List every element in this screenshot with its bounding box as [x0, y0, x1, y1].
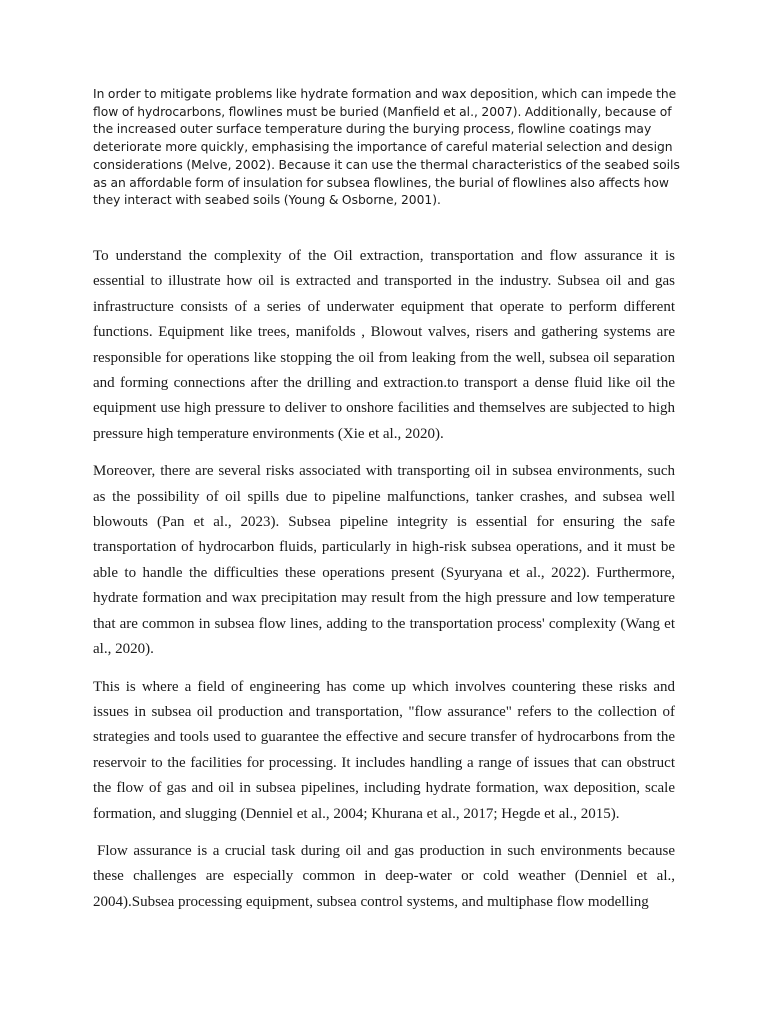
paragraph-flow-assurance-definition: This is where a field of engineering has come up which involves countering these risks and issues in subsea oil production and transportation, "flow assurance" refers to the collection of strategies and tools used to guarantee the effective and secure transfer of hydrocarbons from the reservoir to the facilities for processing. It includes handling a range of issues that can obstruct the flow of gas and oil in subsea pipelines, including hydrate formation, wax deposition, scale formation, and slugging (Denniel et al., 2004; Khurana et al., 2017; Hegde et al., 2015).	[93, 678, 675, 822]
intro-paragraph: In order to mitigate problems like hydrate formation and wax deposition, which can impede the flow of hydrocarbons, flowlines must be buried (Manfield et al., 2007). Additionally, because of the increased outer surface temperature during the burying process, flowline coatings may deteriorate more quickly, emphasising the importance of careful material selection and design considerations (Melve, 2002). Because it can use the thermal characteristics of the seabed soils as an affordable form of insulation for subsea flowlines, the burial of flowlines also affects how they interact with seabed soils (Young & Osborne, 2001).	[93, 87, 680, 208]
paragraph-flow-assurance-importance: Flow assurance is a crucial task during oil and gas production in such environments because these challenges are especially common in deep-water or cold weather (Denniel et al., 2004).Subsea processing equipment, subsea control systems, and multiphase flow modelling	[93, 842, 675, 910]
paragraph-oil-extraction: To understand the complexity of the Oil extraction, transportation and flow assurance it is essential to illustrate how oil is extracted and transported in the industry. Subsea oil and gas infrastructure consists of a series of underwater equipment that operate to perform different functions. Equipment like trees, manifolds , Blowout valves, risers and gathering systems are responsible for operations like stopping the oil from leaking from the well, subsea oil separation and forming connections after the drilling and extraction.to transport a dense fluid like oil the equipment use high pressure to deliver to onshore facilities and themselves are subjected to high pressure high temperature environments (Xie et al., 2020).	[93, 248, 675, 442]
body-text	[93, 244, 675, 927]
paragraph-risks: Moreover, there are several risks associated with transporting oil in subsea environments, such as the possibility of oil spills due to pipeline malfunctions, tanker crashes, and subsea well blowouts (Pan et al., 2023). Subsea pipeline integrity is essential for ensuring the safe transportation of hydrocarbon fluids, particularly in high-risk subsea operations, and it must be able to handle the difficulties these operations present (Syuryana et al., 2022). Furthermore, hydrate formation and wax precipitation may result from the high pressure and low temperature that are common in subsea flow lines, adding to the transportation process' complexity (Wang et al., 2020).	[93, 463, 675, 658]
